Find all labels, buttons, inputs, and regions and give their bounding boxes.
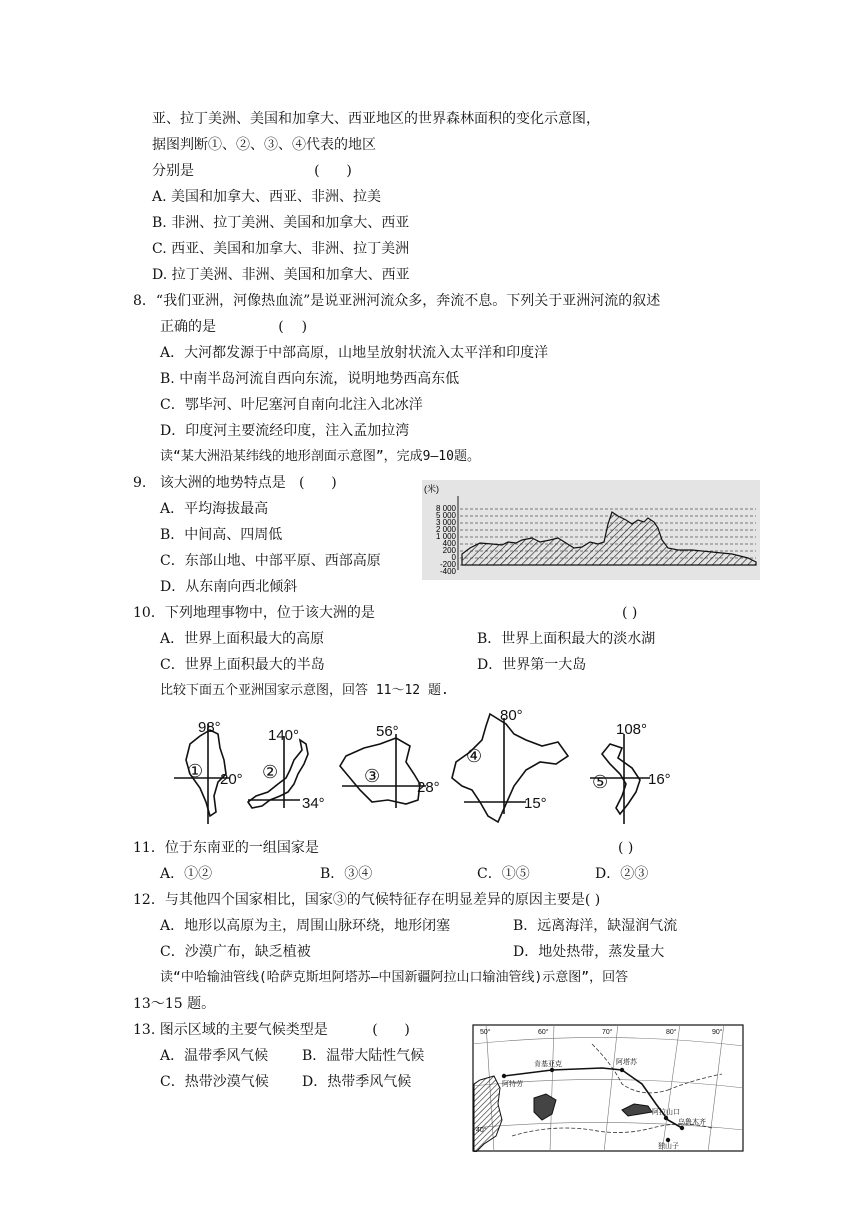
profile-tick-0: 0 <box>451 553 456 562</box>
country-3-latitude: 28° <box>417 779 440 796</box>
map-lon-60: 60° <box>538 1029 549 1036</box>
q7-option-c[interactable]: C. 西亚、美国和加拿大、非洲、拉丁美洲 <box>152 241 410 257</box>
map-city-dushanzi: 独山子 <box>658 1143 679 1150</box>
terrain-profile-figure <box>422 480 760 580</box>
country-3-number: ③ <box>364 766 381 786</box>
q11-option-c[interactable]: C．①⑤ <box>477 866 530 882</box>
country-4-longitude: 80° <box>500 707 523 724</box>
profile-tick-200: 200 <box>442 546 456 555</box>
country-2-latitude: 34° <box>302 795 325 812</box>
q8-option-c[interactable]: C．鄂毕河、叶尼塞河自南向北注入北冰洋 <box>160 397 423 413</box>
q11-stem: 11．位于东南亚的一组国家是 <box>133 840 319 856</box>
country-4-number: ④ <box>466 746 483 766</box>
q10-stem: 10．下列地理事物中，位于该大洲的是 <box>133 605 375 621</box>
map-city-atyrau: 阿特劳 <box>502 1081 523 1088</box>
country-1-number: ① <box>187 761 204 781</box>
q13-stem: 13. 图示区域的主要气候类型是 ( ) <box>133 1022 410 1038</box>
map-city-urumqi: 乌鲁木齐 <box>678 1119 706 1126</box>
country-4-latitude: 15° <box>524 795 547 812</box>
q13-option-c[interactable]: C．热带沙漠气候 <box>160 1074 269 1090</box>
q8-option-b[interactable]: B. 中南半岛河流自西向东流，说明地势西高东低 <box>160 371 460 387</box>
q7-stem-line1: 亚、拉丁美洲、美国和加拿大、西亚地区的世界森林面积的变化示意图， <box>152 111 600 127</box>
q9-option-c[interactable]: C．东部山地、中部平原、西部高原 <box>160 553 381 569</box>
country-1-latitude: 20° <box>220 771 243 788</box>
q7-option-a[interactable]: A. 美国和加拿大、西亚、非洲、拉美 <box>152 189 382 205</box>
map-lon-70: 70° <box>602 1029 613 1036</box>
profile-tick-minus200: -200 <box>439 560 456 569</box>
intro-13-15-line1: 读“中哈输油管线(哈萨克斯坦阿塔苏—中国新疆阿拉山口输油管线)示意图”，回答 <box>160 970 629 985</box>
profile-tick-3000: 3 000 <box>435 518 456 527</box>
q7-stem-line3: 分别是 ( ) <box>152 163 352 179</box>
map-lon-50: 50° <box>480 1029 491 1036</box>
profile-tick-5000: 5 000 <box>435 511 456 520</box>
q11-option-a[interactable]: A．①② <box>160 866 213 882</box>
profile-tick-minus400: -400 <box>439 567 456 576</box>
map-lon-90: 90° <box>712 1029 723 1036</box>
q13-option-b[interactable]: B．温带大陆性气候 <box>302 1048 425 1064</box>
q8-stem-line1: 8．“我们亚洲，河像热血流”是说亚洲河流众多，奔流不息。下列关于亚洲河流的叙述 <box>133 293 661 309</box>
q9-option-d[interactable]: D．从东南向西北倾斜 <box>160 579 298 595</box>
country-5-number: ⑤ <box>592 772 609 792</box>
q8-option-a[interactable]: A．大河都发源于中部高原，山地呈放射状流入太平洋和印度洋 <box>160 345 549 361</box>
intro-9-10: 读“某大洲沿某纬线的地形剖面示意图”，完成9—10题。 <box>160 449 480 464</box>
q12-option-c[interactable]: C．沙漠广布，缺乏植被 <box>160 944 311 960</box>
map-lat-40: 40° <box>476 1127 487 1134</box>
q13-option-a[interactable]: A．温带季风气候 <box>160 1048 269 1064</box>
map-city-atasu: 阿塔苏 <box>616 1059 637 1066</box>
country-5-longitude: 108° <box>616 721 648 738</box>
q7-option-b[interactable]: B. 非洲、拉丁美洲、美国和加拿大、西亚 <box>152 215 410 231</box>
map-city-kenkiyak: 肯基亚克 <box>534 1061 562 1068</box>
q10-option-b[interactable]: B．世界上面积最大的淡水湖 <box>477 631 656 647</box>
q12-option-a[interactable]: A．地形以高原为主，周围山脉环绕，地形闭塞 <box>160 918 451 934</box>
q11-option-b[interactable]: B．③④ <box>320 866 373 882</box>
profile-tick-2000: 2 000 <box>435 525 456 534</box>
q12-option-d[interactable]: D．地处热带，蒸发量大 <box>513 944 665 960</box>
q12-option-b[interactable]: B．远离海洋，缺湿润气流 <box>513 918 678 934</box>
country-2-longitude: 140° <box>268 727 300 744</box>
q9-stem: 9. 该大洲的地势特点是 ( ) <box>133 475 337 491</box>
q11-answer-paren: ( ) <box>618 840 634 856</box>
profile-tick-8000: 8 000 <box>435 504 456 513</box>
country-1-longitude: 98° <box>198 719 221 736</box>
country-5-latitude: 16° <box>648 771 671 788</box>
q9-option-b[interactable]: B．中间高、四周低 <box>160 527 283 543</box>
country-maps-figure <box>170 704 690 832</box>
q12-stem: 12．与其他四个国家相比，国家③的气候特征存在明显差异的原因主要是( ) <box>133 892 601 908</box>
q8-option-d[interactable]: D．印度河主要流经印度，注入孟加拉湾 <box>160 423 410 439</box>
intro-11-12: 比较下面五个亚洲国家示意图，回答 11～12 题. <box>160 683 449 698</box>
country-3-longitude: 56° <box>376 723 399 740</box>
profile-tick-400: 400 <box>442 539 456 548</box>
intro-13-15-line2: 13～15 题。 <box>133 996 216 1012</box>
q11-option-d[interactable]: D．②③ <box>595 866 649 882</box>
q10-answer-paren: ( ) <box>622 605 638 621</box>
country-2-number: ② <box>262 762 279 782</box>
q10-option-c[interactable]: C．世界上面积最大的半岛 <box>160 657 325 673</box>
q8-stem-line2: 正确的是 ( ) <box>160 319 308 335</box>
map-city-alashankou: 阿拉山口 <box>652 1109 680 1116</box>
q7-stem-line2: 据图判断①、②、③、④代表的地区 <box>152 137 376 153</box>
map-lon-80: 80° <box>666 1029 677 1036</box>
profile-tick-1000: 1 000 <box>435 532 456 541</box>
q10-option-d[interactable]: D．世界第一大岛 <box>477 657 587 673</box>
q7-option-d[interactable]: D. 拉丁美洲、非洲、美国和加拿大、西亚 <box>152 267 410 283</box>
profile-unit-label: (米) <box>424 484 439 494</box>
q13-option-d[interactable]: D．热带季风气候 <box>302 1074 412 1090</box>
q10-option-a[interactable]: A．世界上面积最大的高原 <box>160 631 325 647</box>
pipeline-map-figure <box>472 1024 744 1152</box>
q9-option-a[interactable]: A．平均海拔最高 <box>160 501 269 517</box>
country-4-outline <box>452 714 568 822</box>
